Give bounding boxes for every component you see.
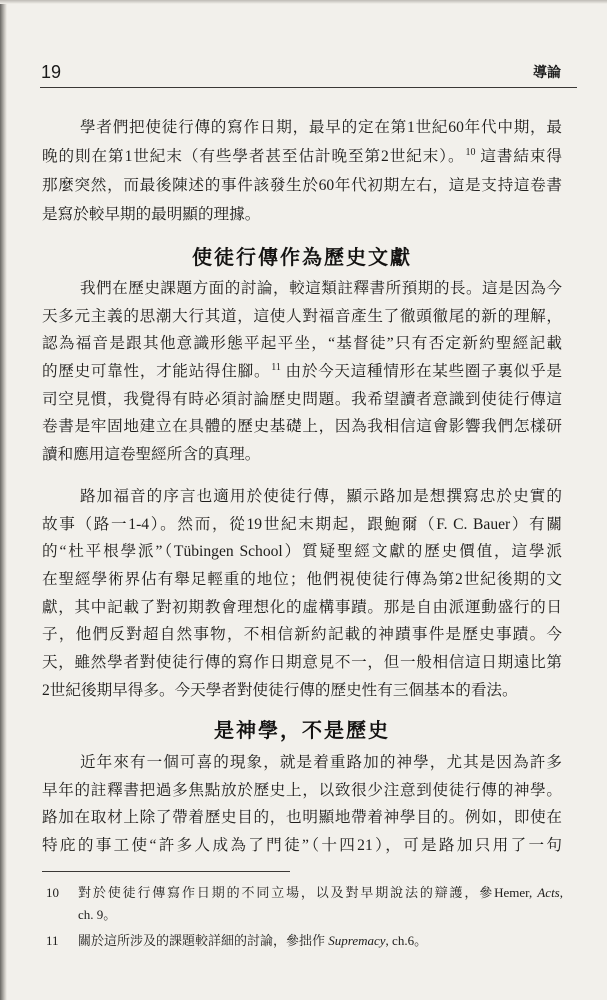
text-line: 路加福音的序言也適用於使徒行傳，顯示路加是想撰寫忠於史實的 [80, 488, 562, 505]
text-line: 近年來有一個可喜的現象，就是着重路加的神學，尤其是因為許多 [80, 754, 562, 771]
text-line: 在聖經學術界佔有舉足輕重的地位；他們視使徒行傳為第2世紀後期的文 [42, 571, 562, 589]
text-segment: 的歷史可靠性，才能站得住腳。 [42, 363, 271, 381]
text-segment: , ch.6。 [385, 933, 428, 948]
text-line: 我們在歷史課題方面的討論，較這類註釋書所預期的長。這是因為今 [80, 280, 562, 297]
footnote-text [78, 930, 563, 952]
italic-title: Supremacy [328, 933, 386, 948]
footnote-line [78, 882, 563, 904]
italic-title: Acts [537, 885, 560, 900]
text-line: 卷書是牢固地建立在具體的歷史基礎上，因為我相信這會影響我們怎樣研 [42, 418, 562, 436]
text-line: 特庇的事工使“許多人成為了門徒”（十四21），可是路加只用了一句 [42, 837, 562, 855]
text-line: 司空見慣，我覺得有時必須討論歷史問題。我希望讀者意識到使徒行傳這 [42, 390, 562, 408]
text-line: 子，他們反對超自然事物，不相信新約記載的神蹟事件是歷史事蹟。今 [42, 626, 562, 644]
header-rule [40, 87, 577, 88]
text-line: 天多元主義的思潮大行其道，這使人對福音產生了徹頭徹尾的新的理解， [42, 307, 562, 325]
footnote-11 [42, 930, 563, 952]
history-paragraph-1 [42, 275, 562, 469]
text-segment: 對於使徒行傳寫作日期的不同立場，以及對早期說法的辯護，參Hemer, [78, 885, 538, 900]
text-line: 的“杜平根學派”（Tübingen School）質疑聖經文獻的歷史價值，這學派 [42, 543, 562, 561]
footnote-reference-11: 11 [271, 361, 281, 373]
page-number: 19 [41, 62, 62, 82]
text-line: 學者們把使徒行傳的寫作日期，最早的定在第1世紀60年代中期，最 [80, 119, 562, 136]
footnote-10 [42, 882, 563, 926]
footnote-line [78, 930, 563, 952]
history-paragraph-2 [42, 483, 562, 705]
theology-paragraph [42, 749, 562, 860]
footnote-reference-10: 10 [465, 146, 476, 158]
text-segment: 由於今天這種情形在某些圈子裏似乎是 [280, 363, 562, 381]
text-line: 是寫於較早期的最明顯的理據。 [42, 206, 261, 223]
text-line: 故事（路一1-4）。然而，從19世紀末期起，跟鮑爾（F. C. Bauer）有關 [42, 515, 562, 533]
text-line [42, 142, 562, 171]
section-heading-theology: 是神學，不是歷史 [214, 720, 390, 742]
text-line: 路加在取材上除了帶着歷史目的，也明顯地帶着神學目的。例如，即使在 [42, 809, 562, 827]
footnote-line: ch. 9。 [78, 907, 117, 922]
text-line: 2世紀後期早得多。今天學者對使徒行傳的歷史性有三個基本的看法。 [42, 681, 518, 699]
page-top-edge [0, 0, 607, 4]
text-segment: 晚的則在第1世紀末（有些學者甚至估計晚至第2世紀末）。 [42, 148, 465, 165]
page-edge-shadow [0, 0, 7, 1000]
section-heading-history: 使徒行傳作為歷史文獻 [192, 247, 412, 269]
text-line: 認為福音是跟其他意識形態平起平坐，“基督徒”只有否定新約聖經記載 [42, 335, 562, 353]
footnote-separator [42, 871, 290, 872]
text-segment: 關於這所涉及的課題較詳細的討論，參拙作 [78, 933, 329, 948]
footnote-number: 11 [46, 933, 59, 948]
text-segment: 這書結束得 [475, 148, 562, 165]
footnote-number: 10 [46, 885, 59, 900]
text-segment: , [559, 885, 563, 900]
running-header-title: 導論 [533, 64, 561, 80]
text-line: 那麼突然，而最後陳述的事件該發生於60年代初期左右，這是支持這卷書 [42, 177, 562, 194]
footnote-text [78, 882, 563, 926]
text-line [42, 358, 562, 386]
intro-paragraph [42, 113, 562, 229]
text-line: 天，雖然學者對使徒行傳的寫作日期意見不一，但一般相信這日期遠比第 [42, 654, 562, 672]
text-line: 早年的註釋書把過多焦點放於歷史上，以致很少注意到使徒行傳的神學。 [42, 781, 562, 799]
text-line: 獻，其中記載了對初期教會理想化的虛構事蹟。那是自由派運動盛行的日 [42, 598, 562, 616]
text-line: 讀和應用這卷聖經所含的真理。 [42, 446, 261, 464]
